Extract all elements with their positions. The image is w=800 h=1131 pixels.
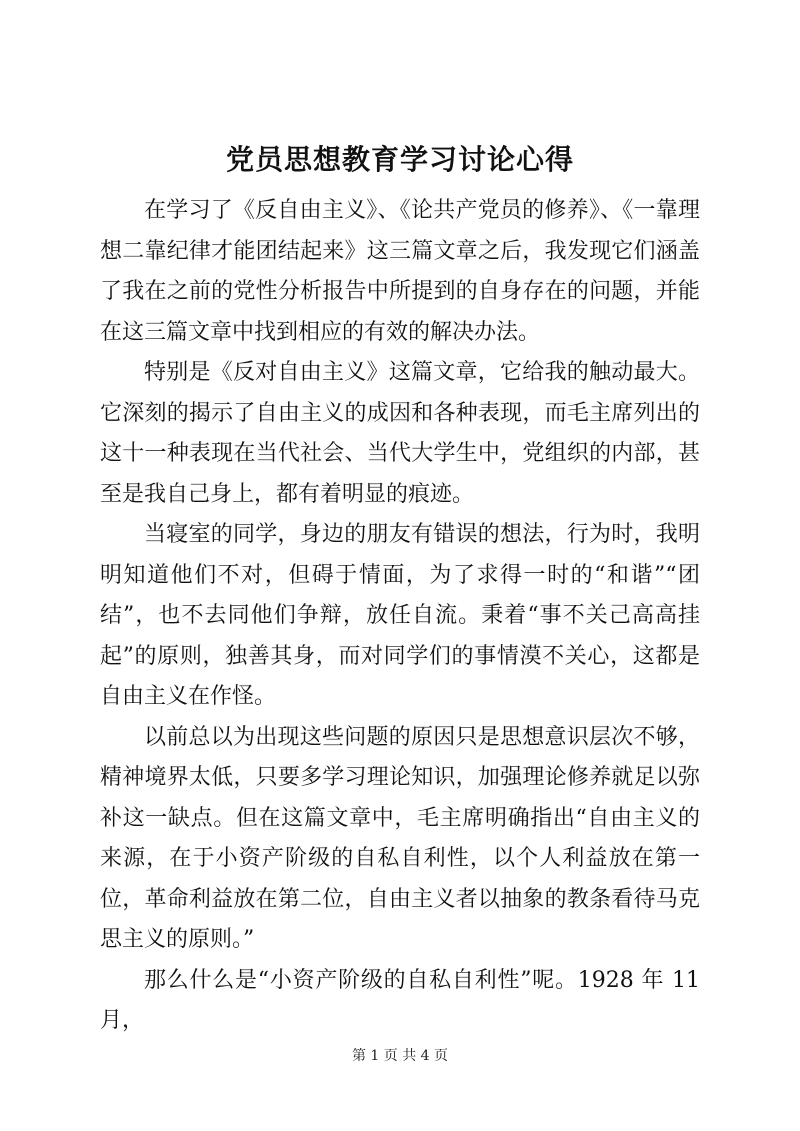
paragraph-3: 当寝室的同学，身边的朋友有错误的想法，行为时，我明明知道他们不对，但碍于情面，为了求得一时的“和谐”“团结”，也不去同他们争辩，放任自流。秉着“事不关己高高挂起”的原则，独善其身，而对同学们的事情漠不关心，这都是自由主义在作怪。 bbox=[100, 522, 700, 709]
paragraph-2: 特别是《反对自由主义》这篇文章，它给我的触动最大。它深刻的揭示了自由主义的成因和各种表现，而毛主席列出的这十一种表现在当代社会、当代大学生中，党组织的内部，甚至是我自己身上，都有着明显的痕迹。 bbox=[100, 360, 700, 507]
paragraph-5: 那么什么是“小资产阶级的自私自利性”呢。1928 年 11 月， bbox=[100, 967, 700, 1033]
paragraph-1: 在学习了《反自由主义》、《论共产党员的修养》、《一靠理想二靠纪律才能团结起来》这三篇文章之后，我发现它们涵盖了我在之前的党性分析报告中所提到的自身存在的问题，并能在这三篇文章中找到相应的有效的解决办法。 bbox=[100, 198, 700, 345]
document-title: 党员思想教育学习讨论心得 bbox=[225, 143, 574, 176]
document-body bbox=[100, 191, 700, 1042]
page-footer: 第 1 页 共 4 页 bbox=[351, 1048, 449, 1064]
paragraph-4: 以前总以为出现这些问题的原因只是思想意识层次不够，精神境界太低，只要多学习理论知识，加强理论修养就足以弥补这一缺点。但在这篇文章中，毛主席明确指出“自由主义的来源，在于小资产阶级的自私自利性，以个人利益放在第一位，革命利益放在第二位，自由主义者以抽象的教条看待马克思主义的原则。” bbox=[100, 724, 700, 952]
